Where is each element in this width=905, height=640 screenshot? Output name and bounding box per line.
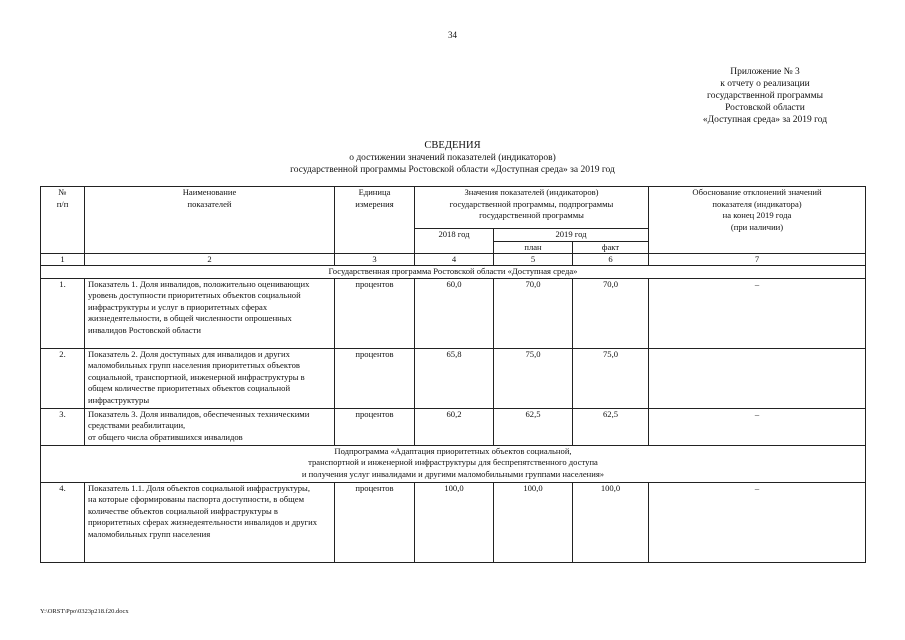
appendix-note — [685, 66, 845, 126]
document-heading — [0, 140, 905, 176]
column-number: 5 — [494, 254, 573, 266]
column-number: 2 — [85, 254, 335, 266]
value-2018: 60,0 — [415, 278, 494, 348]
appendix-line: «Доступная среда» за 2019 год — [702, 115, 828, 125]
table-row — [41, 408, 866, 445]
header-year-2019: 2019 год — [494, 229, 649, 242]
document-subtitle: о достижении значений показателей (индикаторов) — [349, 153, 556, 163]
table-row — [41, 348, 866, 408]
column-number: 4 — [415, 254, 494, 266]
column-number: 7 — [649, 254, 866, 266]
indicator-name: Показатель 1.1. Доля объектов социальной инфраструктуры, на которые сформированы паспорта доступности, в общем количестве объектов социальной инфраструктуры в приоритетных сферах жизнедеятельности инвалидов и других маломобильных групп населения — [85, 482, 335, 562]
deviation-note — [649, 348, 866, 408]
header-justification: Обоснование отклонений значений показателя (индикатора) на конец 2019 года (при наличии) — [649, 187, 866, 254]
value-plan: 100,0 — [494, 482, 573, 562]
indicator-unit: процентов — [335, 348, 415, 408]
indicator-name: Показатель 3. Доля инвалидов, обеспеченных техническими средствами реабилитации, от общего числа обратившихся инвалидов — [85, 408, 335, 445]
value-2018: 60,2 — [415, 408, 494, 445]
indicator-name: Показатель 2. Доля доступных для инвалидов и других маломобильных групп населения приоритетных объектов социальной, транспортной, инженерной инфраструктуры в общем количестве приоритетных объектов социальной инфраструктуры — [85, 348, 335, 408]
value-fact: 75,0 — [573, 348, 649, 408]
header-name: Наименование показателей — [85, 187, 335, 254]
row-number: 1. — [41, 278, 85, 348]
row-number: 2. — [41, 348, 85, 408]
header-plan: план — [494, 241, 573, 254]
deviation-note: – — [649, 408, 866, 445]
indicators-table — [40, 186, 866, 563]
indicator-unit: процентов — [335, 408, 415, 445]
document-title: СВЕДЕНИЯ — [424, 140, 481, 151]
section-state-program: Государственная программа Ростовской области «Доступная среда» — [41, 266, 866, 279]
row-number: 4. — [41, 482, 85, 562]
value-fact: 62,5 — [573, 408, 649, 445]
value-2018: 65,8 — [415, 348, 494, 408]
header-unit: Единица измерения — [335, 187, 415, 254]
value-fact: 70,0 — [573, 278, 649, 348]
table-row — [41, 482, 866, 562]
table-row — [41, 278, 866, 348]
file-path-footer: Y:\ORST\Ppo\0323p218.f20.docx — [40, 608, 129, 615]
header-number: № п/п — [41, 187, 85, 254]
header-values: Значения показателей (индикаторов) государственной программы, подпрограммы государственной программы — [415, 187, 649, 229]
deviation-note: – — [649, 278, 866, 348]
deviation-note: – — [649, 482, 866, 562]
value-plan: 62,5 — [494, 408, 573, 445]
document-subtitle: государственной программы Ростовской области «Доступная среда» за 2019 год — [290, 165, 615, 175]
appendix-line: Приложение № 3 — [730, 67, 800, 77]
indicator-unit: процентов — [335, 482, 415, 562]
row-number: 3. — [41, 408, 85, 445]
header-fact: факт — [573, 241, 649, 254]
column-number: 6 — [573, 254, 649, 266]
section-subprogram: Подпрограмма «Адаптация приоритетных объектов социальной, транспортной и инженерной инфраструктуры для беспрепятственного доступа и получения услуг инвалидами и другими маломобильными группами населения» — [41, 445, 866, 482]
value-plan: 75,0 — [494, 348, 573, 408]
indicator-unit: процентов — [335, 278, 415, 348]
value-plan: 70,0 — [494, 278, 573, 348]
value-2018: 100,0 — [415, 482, 494, 562]
column-number: 3 — [335, 254, 415, 266]
indicator-name: Показатель 1. Доля инвалидов, положительно оценивающих уровень доступности приоритетных объектов социальной инфраструктуры и услуг в приоритетных сферах жизнедеятельности, в общей численности опрошенных инвалидов Ростовской области — [85, 278, 335, 348]
appendix-line: Ростовской области — [725, 103, 805, 113]
appendix-line: государственной программы — [707, 91, 823, 101]
value-fact: 100,0 — [573, 482, 649, 562]
appendix-line: к отчету о реализации — [720, 79, 810, 89]
page-number: 34 — [448, 30, 457, 40]
column-number: 1 — [41, 254, 85, 266]
header-year-2018: 2018 год — [415, 229, 494, 254]
